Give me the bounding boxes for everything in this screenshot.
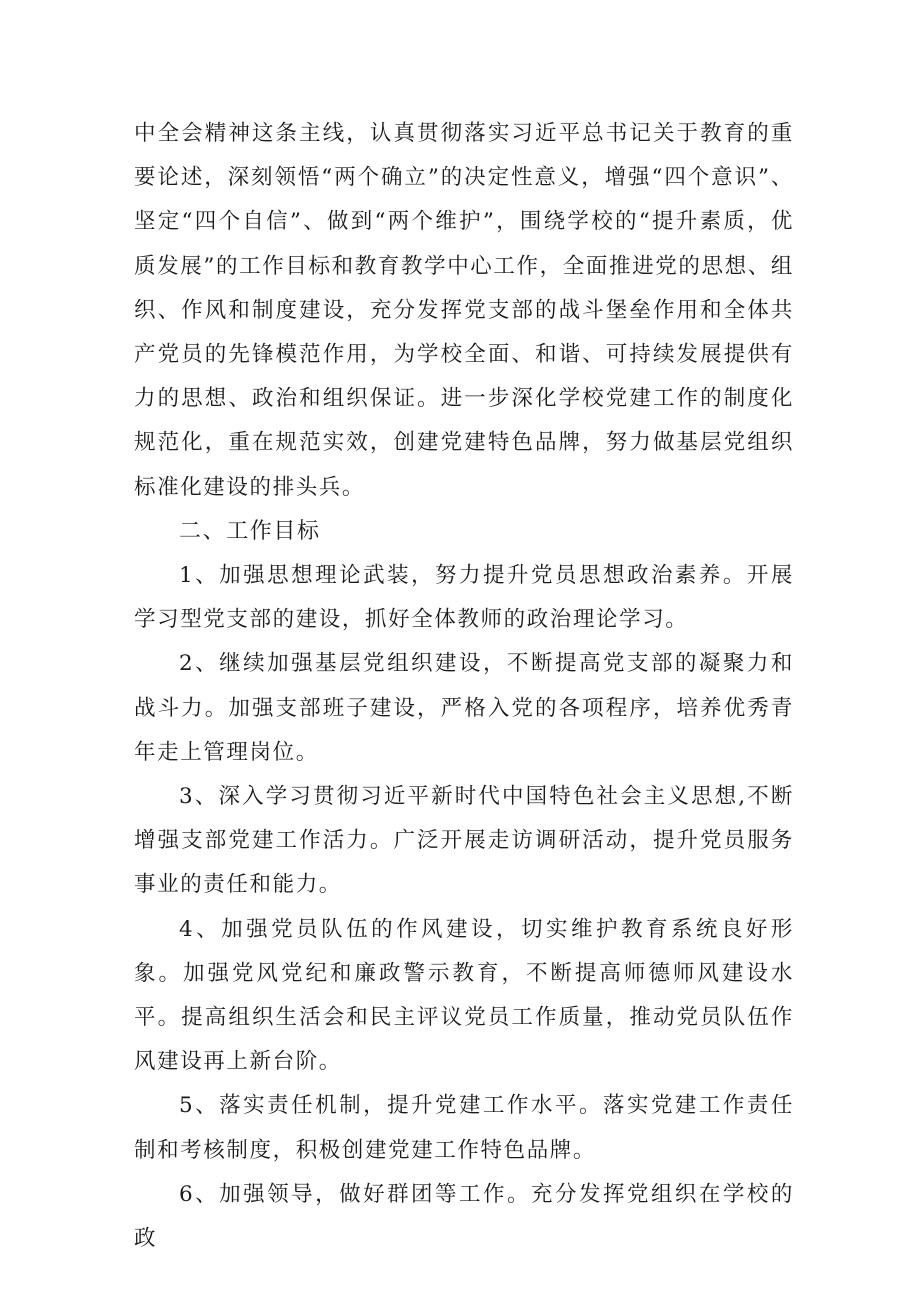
goal-paragraph-3: 3、深入学习贯彻习近平新时代中国特色社会主义思想,不断增强支部党建工作活力。广泛开展走访调研活动，提升党员服务事业的责任和能力。 bbox=[134, 784, 794, 898]
goal-paragraph-1: 1、加强思想理论武装，努力提升党员思想政治素养。开展学习型党支部的建设，抓好全体教师的政治理论学习。 bbox=[134, 563, 794, 633]
section-heading: 二、工作目标 bbox=[179, 518, 321, 544]
document-body bbox=[134, 112, 794, 1261]
goal-paragraph-4: 4、加强党员队伍的作风建设，切实维护教育系统良好形象。加强党风党纪和廉政警示教育，不断提高师德师风建设水平。提高组织生活会和民主评议党员工作质量，推动党员队伍作风建设再上新台阶。 bbox=[134, 916, 794, 1075]
goal-paragraph-6: 6、加强领导，做好群团等工作。充分发挥党组织在学校的政 bbox=[134, 1181, 794, 1252]
intro-paragraph: 中全会精神这条主线，认真贯彻落实习近平总书记关于教育的重要论述，深刻领悟“两个确立”的决定性意义，增强“四个意识”、坚定“四个自信”、做到“两个维护”，围绕学校的“提升素质，优质发展”的工作目标和教育教学中心工作，全面推进党的思想、组织、作风和制度建设，充分发挥党支部的战斗堡垒作用和全体共产党员的先锋模范作用，为学校全面、和谐、可持续发展提供有力的思想、政治和组织保证。进一步深化学校党建工作的制度化规范化，重在规范实效，创建党建特色品牌，努力做基层党组织标准化建设的排头兵。 bbox=[134, 121, 794, 500]
goal-paragraph-5: 5、落实责任机制，提升党建工作水平。落实党建工作责任制和考核制度，积极创建党建工作特色品牌。 bbox=[134, 1093, 794, 1163]
goal-paragraph-2: 2、继续加强基层党组织建设，不断提高党支部的凝聚力和战斗力。加强支部班子建设，严格入党的各项程序，培养优秀青年走上管理岗位。 bbox=[134, 651, 794, 765]
